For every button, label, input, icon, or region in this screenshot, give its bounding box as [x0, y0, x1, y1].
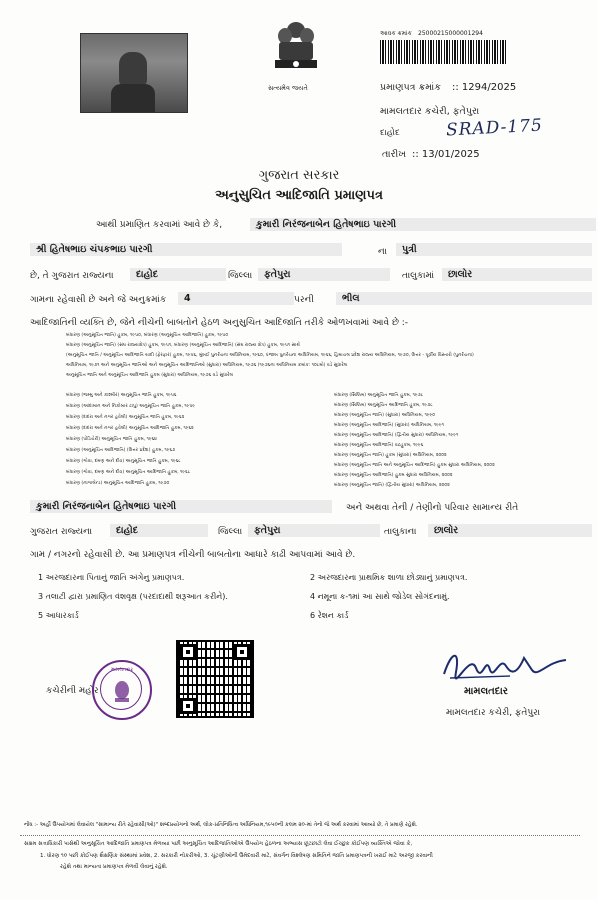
document-item: 6 રેશન કાર્ડ [310, 611, 349, 620]
order-left: બંધારણ (આંદામાન અને નિકોબાર ટાપુ) અનુસૂચિત જાતિ હુકમ, ૧૯૫૯ [66, 404, 196, 409]
order-right: બંધારણ (અનુસૂચિત જાતિ અને અનુસૂચિત આદિજાતિ) હુકમ સુધારા અધિનિયમ, ૨૦૦૨ [334, 463, 495, 468]
national-emblem [270, 16, 322, 84]
order-line: અનુસૂચિત જાતિ અને અનુસૂચિત આદિજાતિ હુકમ (સુધારા) અધિનિયમ, ૧૯૭૬ વડે સુધારેલ [66, 373, 233, 378]
footer-para-2: 1. ધોરણ ૧૦ પછી કોઈપણ શૈક્ષણિક સંસ્થામાં પ્રવેશ, 2. સરકારી નોકરીઓ, 3. ચૂંટણીઓની ઉમેદવારી માટે, સંવર્ગન વિશ્લેષણ સમિતિને જાતિ પ્રમાણપત્રની ખરાઈ માટે અરજી કરવાની [40, 853, 433, 859]
order-left: બંધારણ (નાગાલેન્ડ) અનુસૂચિત આદિજાતિ હુકમ, ૧૯૭૦ [66, 481, 170, 486]
footer-note: નોંધ :- અહીં ઉપયોગમાં લેવાયેલ "સામાન્ય રીતે રહેવાસી(ઓ)" શબ્દપ્રયોગનો અર્થ, લોક-પ્રતિનિધિત્વ અધિનિયમ,૧૯૫૦ની કલમ ૨૦-માં તેનો જે અર્થ કરવામાં આવ્યો છે, તે પ્રમાણે રહેશે. [24, 822, 418, 828]
taluka-label: તાલુકામાં [402, 271, 435, 281]
district-field: દાહોદ [130, 268, 226, 281]
residence-taluka-field: ફતેપુરા [248, 524, 380, 537]
residence-state-prefix: ગુજરાત રાજ્યના [30, 527, 93, 537]
serial-field: 4 [178, 292, 294, 305]
footer-divider [20, 835, 580, 836]
officer-signature [440, 644, 570, 686]
certify-text: આથી પ્રમાણિત કરવામાં આવે છે કે, [96, 220, 223, 230]
signature-office: મામલતદાર કચેરી, ફતેપુરા [446, 708, 541, 718]
order-left: બંધારણ (દાદરા અને નગર હવેલી) અનુસૂચિત આદિજાતિ હુકમ, ૧૯૬૨ [66, 426, 194, 431]
handwritten-ref: SRAD-175 [445, 115, 544, 141]
order-right: બંધારણ (અનુસૂચિત આદિજાતિ) વટહુકમ, ૧૯૯૬ [334, 443, 424, 448]
family-text: અને અથવા તેની / તેણીનો પરિવાર સામાન્ય રીતે [346, 503, 519, 513]
order-left: બંધારણ (ગોવા, દમણ અને દીવ) અનુસૂચિત આદિજાતિ હુકમ, ૧૯૬૮ [66, 470, 191, 475]
order-line: અધિનિયમ, ૧૯૭૧ અને અનુસૂચિત જાતિઓ અને અનુસૂચિત આદિજાતિઓ (સુધારા) અધિનિયમ, ૧૯૭૬ (૧૯૭૬ના અધિનિયમ ક્રમાંક: ૧૦૮મો) વડે સુધારેલ [66, 363, 348, 368]
residence-district-label: જિલ્લા [218, 527, 243, 537]
order-left: બંધારણ (દાદરા અને નગર હવેલી) અનુસૂચિત જાતિ હુકમ, ૧૯૬૨ [66, 415, 185, 420]
seal-stamp-text: મામલતદાર [111, 667, 133, 673]
order-right: બંધારણ (અનુસૂચિત જાતિ) (સુધારા) અધિનિયમ, ૧૯૯૦ [334, 413, 436, 418]
order-right: બંધારણ (અનુસૂચિત આદિજાતિ) (દ્વિતીય સુધારા) અધિનિયમ, ૧૯૯૧ [334, 433, 459, 438]
footer-para-1: સક્ષમ સત્તાધિકારી પાસેથી અનુસૂચિત આદિજાતિ પ્રમાણપત્ર મેળવ્યા પછી અનુસૂચિત આદિજાતિઓએ ઉપયોગ હેઠળના અભ્યાસ છૂટછાટો લેવા ઈચ્છુક કોઈપણ વ્યક્તિએ જોવા કે, [24, 841, 413, 847]
signature-scribble-icon [440, 644, 570, 686]
document-item: 1 અરજદારના પિતાનું જાતિ અંગેનુ પ્રમાણપત્ર. [38, 573, 185, 582]
order-left: બંધારણ (પોંડિચેરી) અનુસૂચિત જાતિ હુકમ, ૧૯૬૪ [66, 437, 158, 442]
document-item: 4 નમૂના ક-૧માં આ સાથે જોડેલ સોગંદનામું. [310, 592, 450, 601]
village-field: છાલોર [442, 268, 592, 281]
residence-district-field: દાહોદ [110, 524, 208, 537]
order-left: બંધારણ (ગોવા, દમણ અને દીવ) અનુસૂચિત જાતિ હુકમ, ૧૯૬૮ [66, 459, 181, 464]
applicant-photo [80, 33, 188, 113]
serial-prefix: ગામના રહેવાસી છે અને જે અનુક્રમાંક [30, 295, 167, 305]
na-label: ના [378, 247, 387, 257]
cert-no: :: 1294/2025 [452, 82, 517, 93]
caste-label: પરની [294, 295, 314, 305]
footer-para-3: રહેશે તથા માન્યતા પ્રમાણપત્ર મેળવી લેવાનું રહેશે. [60, 864, 168, 870]
order-line: બંધારણ (અનુસૂચિત જાતિ) (સંઘ રાજ્યક્ષેત્ર) હુકમ, ૧૯૫૧, બંધારણ (અનુસૂચિત આદિજાતિ) (સંઘ રાજ્ય ક્ષેત્ર) હુકમ, ૧૯૫૧ સાથે [66, 343, 300, 348]
taluka-field: ફતેપુરા [258, 268, 390, 281]
residence-village-field: છાલોર [428, 524, 592, 537]
basis-text: ગામ / નગરનો રહેવાસી છે. આ પ્રમાણપત્ર નીચેની બાબતોના આધારે કાઢી આપવામાં આવે છે. [30, 550, 356, 560]
recognized-text: આદિજાતિની વ્યક્તિ છે, જેને નીચેની બાબતોને હેઠળ અનુસુચિત આદિજાતિ તરીકે ઓળખવામાં આવે છે :- [30, 318, 409, 328]
document-item: 5 આધારકાર્ડ [38, 611, 79, 620]
dahod-label: દાહોદ [380, 128, 400, 138]
order-right: બંધારણ (અનુસૂચિત જાતિ) હુકમ (સુધારા) અધિનિયમ, ૨૦૦૨ [334, 453, 447, 458]
order-left: બંધારણ (અનુસૂચિત આદિજાતિ) (ઉત્તર પ્રદેશ) હુકમ, ૧૯૬૭ [66, 448, 176, 453]
cert-title: અનુસુચિત આદિજાતિ પ્રમાણપત્ર [215, 188, 383, 203]
document-item: 3 તલાટી દ્વારા પ્રમાણિત વંશવૃક્ષ (પરદાદાથી શરૂઆત કરીને). [38, 592, 228, 601]
seal-label: કચેરીની મહોર [46, 686, 99, 696]
residence-taluka-label: તાલુકાના [384, 527, 417, 537]
order-line: બંધારણ (અનુસૂચિત જાતિ) હુકમ, ૧૯૫૦, બંધારણ (અનુસૂચિત આદિજાતિ) હુકમ, ૧૯૫૦ [66, 333, 229, 338]
issue-date: :: 13/01/2025 [412, 149, 480, 160]
order-right: બંધારણ (સિક્કિમ) અનુસૂચિત આદિજાતિ હુકમ, ૧૯૭૮ [334, 403, 433, 408]
caste-field: ભીલ [336, 292, 592, 305]
office-header: મામલતદાર કચેરી, ફતેપુરા [380, 106, 480, 117]
residence-name-field: કુમારી નિરંજનાબેન હિતેષભાઇ પારગી [30, 500, 332, 513]
document-item: 2 અરજદારના પ્રાથમિક શાળા છોડ્યાનું પ્રમાણપત્ર. [310, 573, 468, 582]
barcode-number: 25000215000001294 [418, 30, 483, 37]
state-prefix: છે, તે ગુજરાત રાજ્યના [30, 271, 114, 281]
barcode [380, 40, 508, 64]
order-left: બંધારણ (જમ્મુ અને કાશ્મીર) અનુસૂચિત જાતિ હુકમ, ૧૯૫૬ [66, 393, 177, 398]
govt-title: ગુજરાત સરકાર [258, 168, 340, 183]
cert-no-label: પ્રમાણપત્ર ક્રમાંક [380, 82, 441, 93]
order-right: બંધારણ (અનુસૂચિત જાતિ) (દ્વિતીય સુધારા) અધિનિયમ, ૨૦૦૨ [334, 483, 450, 488]
order-right: બંધારણ (અનુસૂચિત આદિજાતિ) (સુધારા) અધિનિયમ, ૧૯૯૧ [334, 423, 444, 428]
applicant-name-field: કુમારી નિરંજનાબેન હિતેષભાઇ પારગી [250, 218, 596, 231]
order-line: (અનુસૂચિત જાતિ / અનુસૂચિત આદિજાતિ યાદી (ફેરફાર) હુકમ, ૧૯૫૬, મુંબઈ પુનર્રચના અધિનિયમ, ૧૯૬૦, પંજાબ પુનર્રચના અધિનિયમ, ૧૯૬૬, હિમાચલ પ્રદેશ રાજ્ય અધિનિયમ, ૧૯૭૦, ઉત્તર - પૂર્વીય વિસ્તારો (પુનર્રચના) [66, 353, 474, 358]
verification-qr-code[interactable] [176, 640, 254, 718]
father-name-field: શ્રી હિતેષભાઇ ચંપકભાઇ પારગી [30, 243, 342, 256]
order-right: બંધારણ (સિક્કિમ) અનુસૂચિત જાતિ હુકમ, ૧૯૭૮ [334, 393, 424, 398]
lion-capital-icon [270, 16, 322, 84]
office-seal-stamp [92, 660, 152, 720]
relation-field: પુત્રી [396, 243, 592, 256]
date-label: તારીખ [382, 149, 407, 160]
order-right: બંધારણ (અનુસૂચિત આદિજાતિ) હુકમ સુધારા અધિનિયમ, ૨૦૦૨ [334, 473, 453, 478]
barcode-label: આવક ક્રમાંક [380, 30, 412, 37]
emblem-caption: સત્યમેવ જયતે [268, 84, 308, 92]
seal-emblem-icon [94, 662, 150, 718]
signature-designation: મામલતદાર [464, 686, 508, 697]
district-label: જિલ્લા [228, 271, 253, 281]
